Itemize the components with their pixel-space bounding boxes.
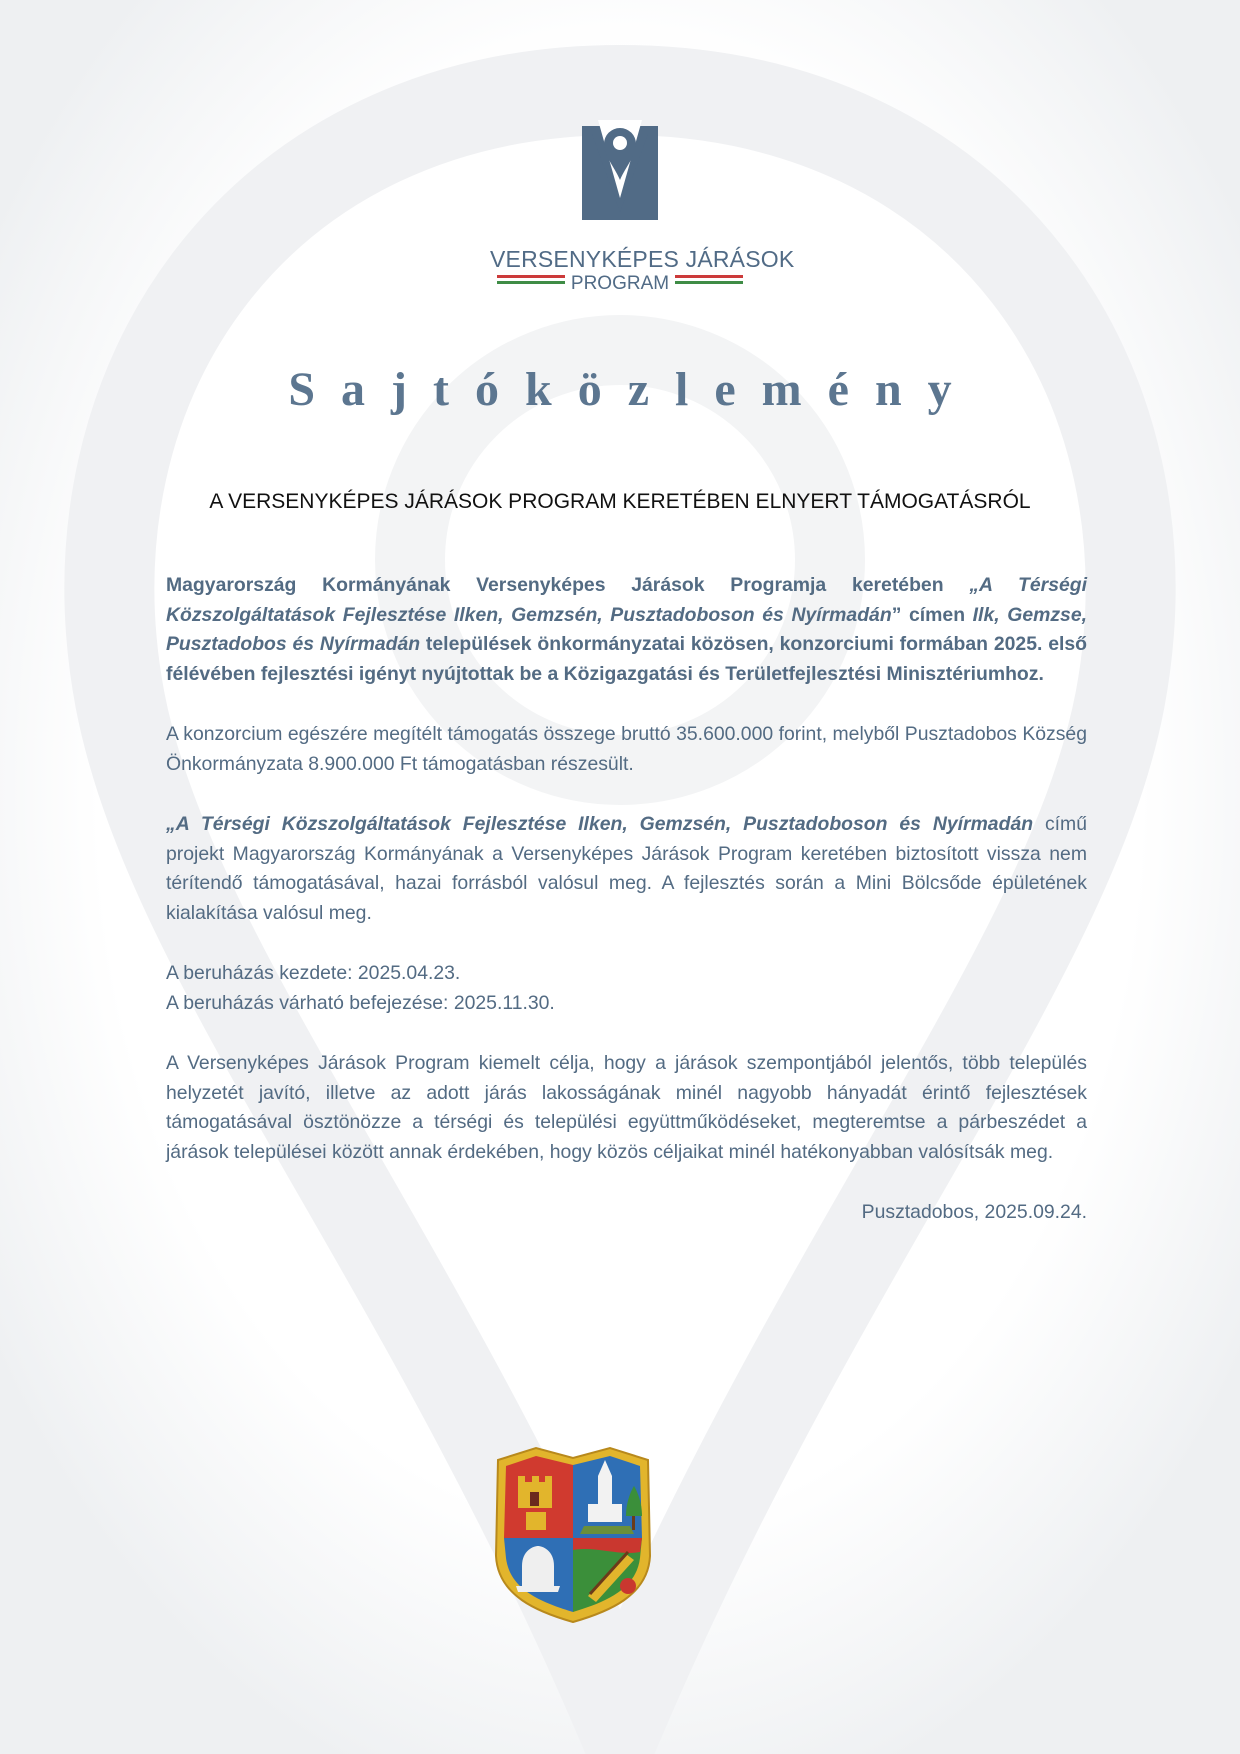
pusztadobos-coat-of-arms-icon [488,1446,658,1624]
logo-text-line1: VERSENYKÉPES JÁRÁSOK [490,246,795,272]
program-logo [490,120,795,300]
paragraph-program-goal: A Versenyképes Járások Program kiemelt célja, hogy a járások szempontjából jelentős, több település helyzetét javító, illetve az adott járás lakosságának minél nagyobb hányadát érintő fejlesztések támogatásával ösztönözze a térségi és települési együttműködéseket, megteremtse a párbeszédet a járások települései között annak érdekében, hogy közös céljaikat minél hatékonyabban valósítsák meg. [166,1052,1087,1163]
flag-stripe-right [675,275,743,284]
end-date: A beruházás várható befejezése: 2025.11.30. [166,991,555,1014]
paragraph-funding: A konzorcium egészére megítélt támogatás összege bruttó 35.600.000 forint, melyből Pusztadobos Község Önkormányzata 8.900.000 Ft támogatásban részesült. [166,723,1087,775]
subtitle: A VERSENYKÉPES JÁRÁSOK PROGRAM KERETÉBEN ELNYERT TÁMOGATÁSRÓL [209,490,1031,513]
paragraph-intro: Magyarország Kormányának Versenyképes Járások Programja keretében „A Térségi Közszolgáltatások Fejlesztése Ilken, Gemzsén, Pusztadoboson és Nyírmadán” címen Ilk, Gemzse, Pusztadobos és Nyírmadán települések önkormányzatai közösen, konzorciumi formában 2025. első félévében fejlesztési igényt nyújtottak be a Közigazgatási és Területfejlesztési Minisztériumhoz. [166,574,1088,685]
page-title: Sajtóközlemény [288,363,978,416]
signature-place-date: Pusztadobos, 2025.09.24. [861,1201,1087,1223]
document-body [166,571,1087,1259]
logo-text-line2: PROGRAM [570,273,670,294]
location-pin-v-icon [582,120,658,226]
paragraph-project: „A Térségi Közszolgáltatások Fejlesztése Ilken, Gemzsén, Pusztadoboson és Nyírmadán című projekt Magyarország Kormányának a Versenyképes Járások Program keretében biztosított vissza nem térítendő támogatásával, hazai forrásból valósul meg. A fejlesztés során a Mini Bölcsőde épületének kialakítása valósul meg. [166,813,1087,924]
start-date: A beruházás kezdete: 2025.04.23. [166,962,461,984]
